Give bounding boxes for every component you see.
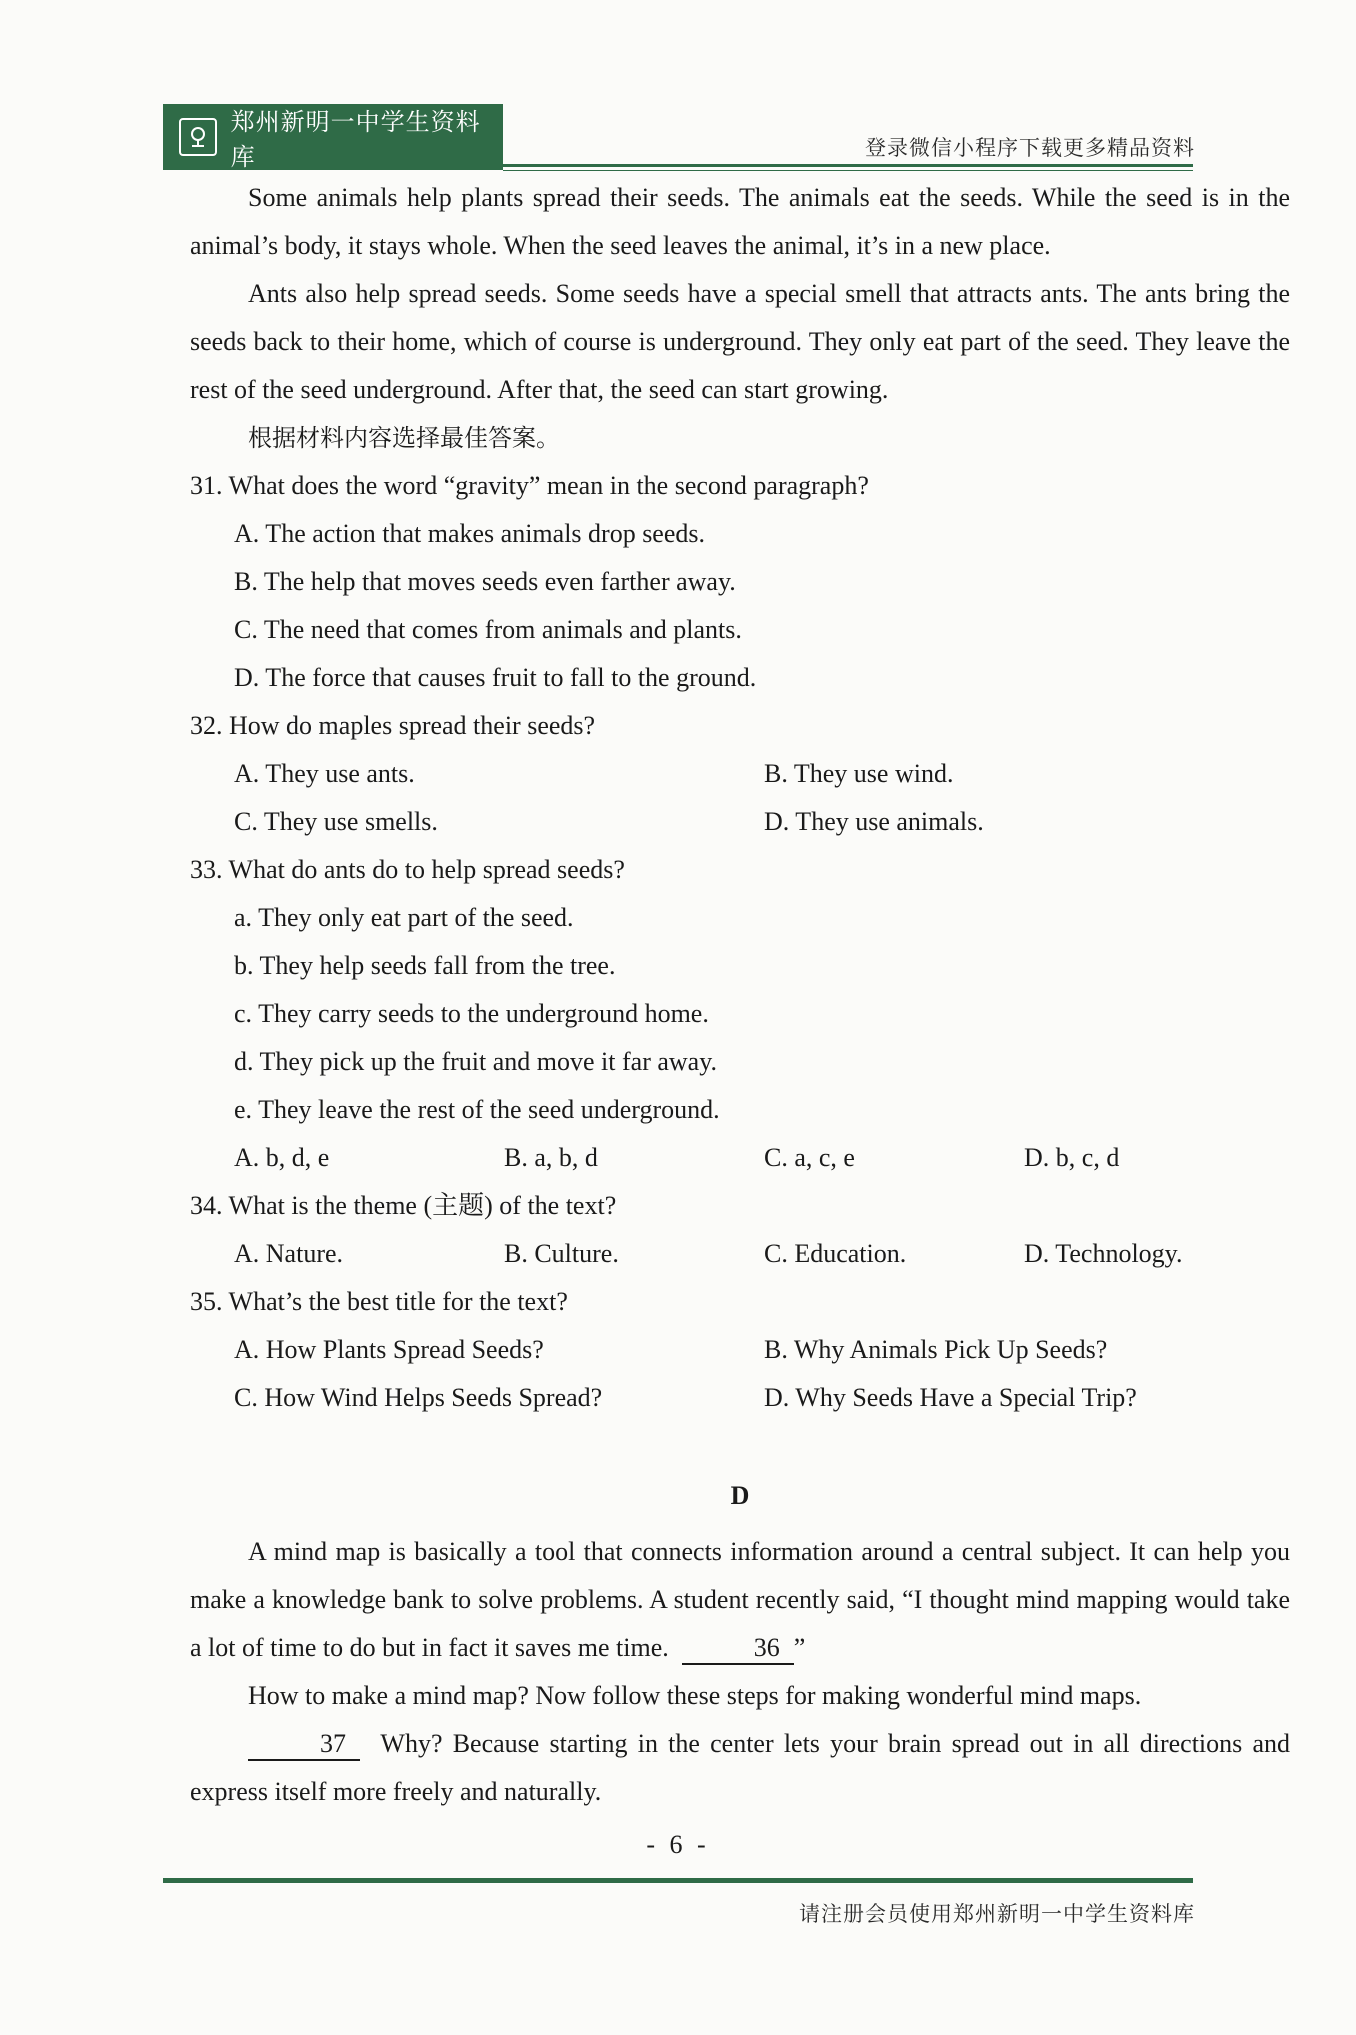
option: D. They use animals. (764, 807, 984, 836)
option: B. They use wind. (764, 759, 954, 788)
brand-name: 郑州新明一中学生资料库 (230, 108, 481, 171)
footer-text: 请注册会员使用郑州新明一中学生资料库 (799, 1902, 1195, 1926)
option: A. Nature. (234, 1239, 344, 1268)
options-grid (190, 1230, 1290, 1278)
option: B. a, b, d (504, 1143, 598, 1172)
instruction: 根据材料内容选择最佳答案。 (248, 424, 560, 452)
statement: e. They leave the rest of the seed underground. (234, 1095, 720, 1124)
option: B. The help that moves seeds even farther away. (234, 567, 736, 596)
header-promo-text: 登录微信小程序下载更多精品资料 (865, 136, 1195, 160)
section-d-paragraph-2: How to make a mind map? Now follow these steps for making wonderful mind maps. (248, 1681, 1142, 1710)
option: A. How Plants Spread Seeds? (234, 1335, 544, 1364)
blank-37: 37 (248, 1729, 360, 1761)
paragraph-text: A mind map is basically a tool that connects information around a central subject. It can help you make a knowledge bank to solve problems. A student recently said, “I thought mind mapping would take a lot of time to do but in fact it saves me time. (190, 1537, 1290, 1662)
option: D. b, c, d (1024, 1143, 1120, 1172)
question-stem: 31. What does the word “gravity” mean in the second paragraph? (190, 471, 869, 500)
question-34 (190, 1182, 1290, 1278)
question-stem: 34. What is the theme (主题) of the text? (190, 1191, 617, 1220)
question-35 (190, 1278, 1290, 1422)
tree-logo-icon (179, 118, 217, 156)
statement: b. They help seeds fall from the tree. (234, 951, 616, 980)
statement: d. They pick up the fruit and move it far away. (234, 1047, 718, 1076)
closing-quote: ” (793, 1633, 806, 1662)
header-brand-bar (163, 104, 503, 170)
option: A. The action that makes animals drop seeds. (234, 519, 706, 548)
option: A. They use ants. (234, 759, 415, 788)
option: C. a, c, e (764, 1143, 855, 1172)
section-d-paragraph-1 (190, 1528, 1290, 1672)
question-33 (190, 846, 1290, 1182)
option: C. The need that comes from animals and plants. (234, 615, 742, 644)
question-31 (190, 462, 1290, 702)
options-grid (190, 1134, 1290, 1182)
statement: a. They only eat part of the seed. (234, 903, 574, 932)
statement: c. They carry seeds to the underground home. (234, 999, 709, 1028)
question-stem: 33. What do ants do to help spread seeds? (190, 855, 625, 884)
page-number: - 6 - (646, 1830, 710, 1859)
option: B. Why Animals Pick Up Seeds? (764, 1335, 1108, 1364)
option: A. b, d, e (234, 1143, 330, 1172)
option: D. Technology. (1024, 1239, 1183, 1268)
question-stem: 32. How do maples spread their seeds? (190, 711, 596, 740)
options-grid (190, 750, 1290, 846)
option: B. Culture. (504, 1239, 619, 1268)
option: C. They use smells. (234, 807, 438, 836)
option: C. How Wind Helps Seeds Spread? (234, 1383, 603, 1412)
footer-divider (163, 1878, 1193, 1883)
option: D. The force that causes fruit to fall to the ground. (234, 663, 757, 692)
option: C. Education. (764, 1239, 907, 1268)
option: D. Why Seeds Have a Special Trip? (764, 1383, 1137, 1412)
section-d-paragraph-3 (190, 1720, 1290, 1816)
passage-paragraph: Ants also help spread seeds. Some seeds have a special smell that attracts ants. The ants bring the seeds back to their home, which of course is underground. They only eat part of the seed. They leave the rest of the seed underground. After that, the seed can start growing. (190, 279, 1290, 404)
question-32 (190, 702, 1290, 846)
section-title: D (730, 1481, 750, 1510)
header-divider (503, 164, 1193, 167)
page-content (190, 174, 1290, 1816)
header-divider-thin (503, 170, 1193, 171)
passage-paragraph: Some animals help plants spread their seeds. The animals eat the seeds. While the seed is in the animal’s body, it stays whole. When the seed leaves the animal, it’s in a new place. (190, 183, 1290, 260)
blank-36: 36 (682, 1633, 794, 1665)
options-grid (190, 1326, 1290, 1422)
question-stem: 35. What’s the best title for the text? (190, 1287, 568, 1316)
paragraph-text: Why? Because starting in the center lets your brain spread out in all directions and express itself more freely and naturally. (190, 1729, 1290, 1806)
